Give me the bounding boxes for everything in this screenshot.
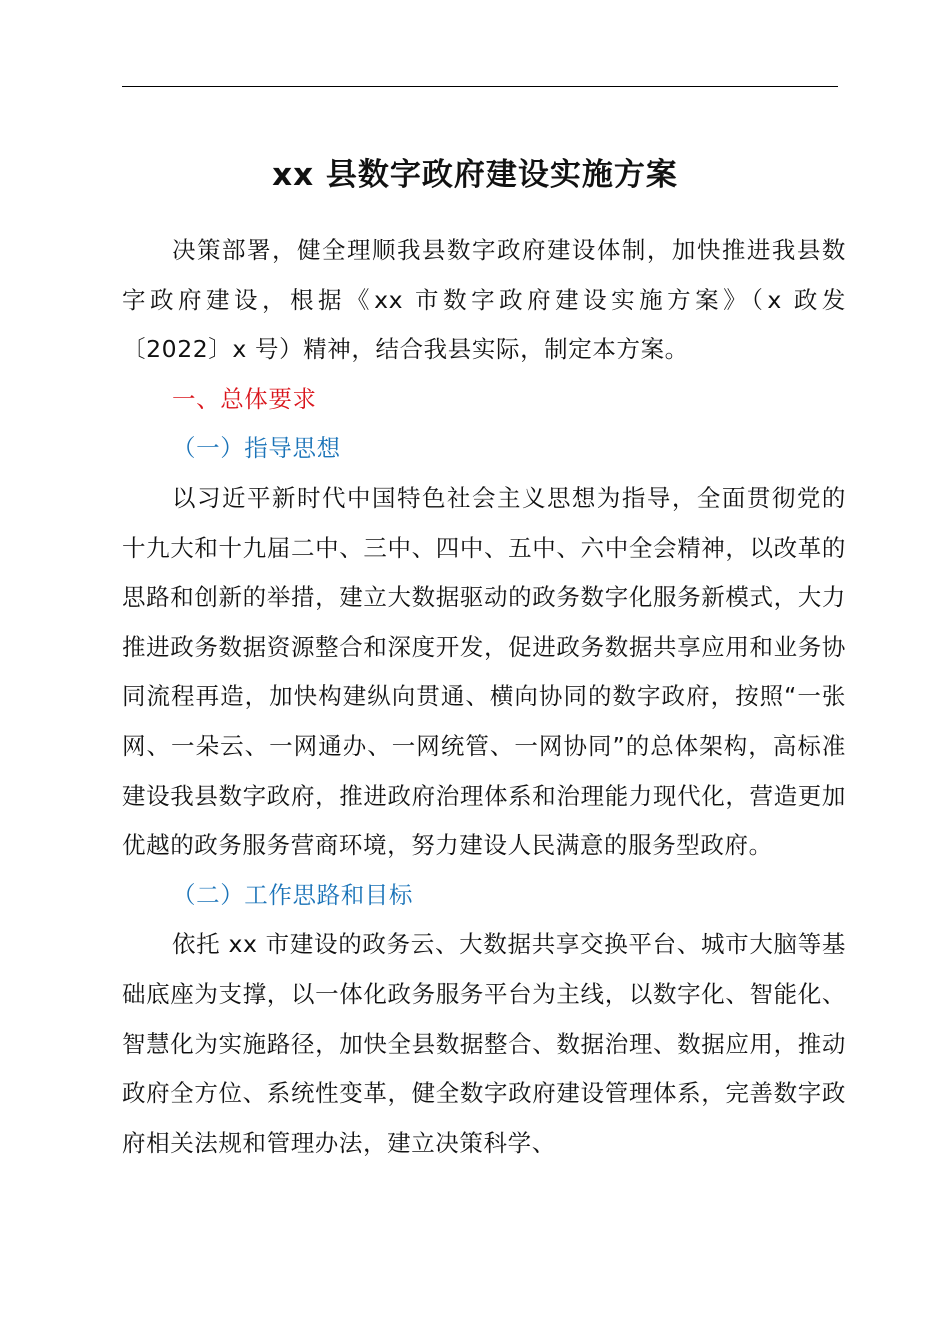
work-ideas-goals-paragraph: 依托 xx 市建设的政务云、大数据共享交换平台、城市大脑等基础底座为支撑，以一体化政务服务平台为主线，以数字化、智能化、智慧化为实施路径，加快全县数据整合、数据治理、数据应用，推动政府全方位、系统性变革，健全数字政府建设管理体系，完善数字政府相关法规和管理办法，建立决策科学、 <box>122 930 846 1157</box>
subsection-heading-work-ideas-goals: （二）工作思路和目标 <box>172 880 413 909</box>
document-body <box>122 226 846 1168</box>
intro-paragraph: 决策部署，健全理顺我县数字政府建设体制，加快推进我县数字政府建设，根据《xx 市数字政府建设实施方案》（x 政发〔2022〕x 号）精神，结合我县实际，制定本方案。 <box>122 236 846 364</box>
subsection-heading-guiding-ideology: （一）指导思想 <box>172 434 341 463</box>
guiding-ideology-paragraph: 以习近平新时代中国特色社会主义思想为指导，全面贯彻党的十九大和十九届二中、三中、四中、五中、六中全会精神，以改革的思路和创新的举措，建立大数据驱动的政务数字化服务新模式，大力推进政务数据资源整合和深度开发，促进政务数据共享应用和业务协同流程再造，加快构建纵向贯通、横向协同的数字政府，按照“一张网、一朵云、一网通办、一网统管、一网协同”的总体架构，高标准建设我县数字政府，推进政府治理体系和治理能力现代化，营造更加优越的政务服务营商环境，努力建设人民满意的服务型政府。 <box>122 483 846 860</box>
section-heading-overall-requirements: 一、总体要求 <box>172 384 317 413</box>
header-rule <box>122 86 838 87</box>
document-title: xx 县数字政府建设实施方案 <box>272 157 678 193</box>
